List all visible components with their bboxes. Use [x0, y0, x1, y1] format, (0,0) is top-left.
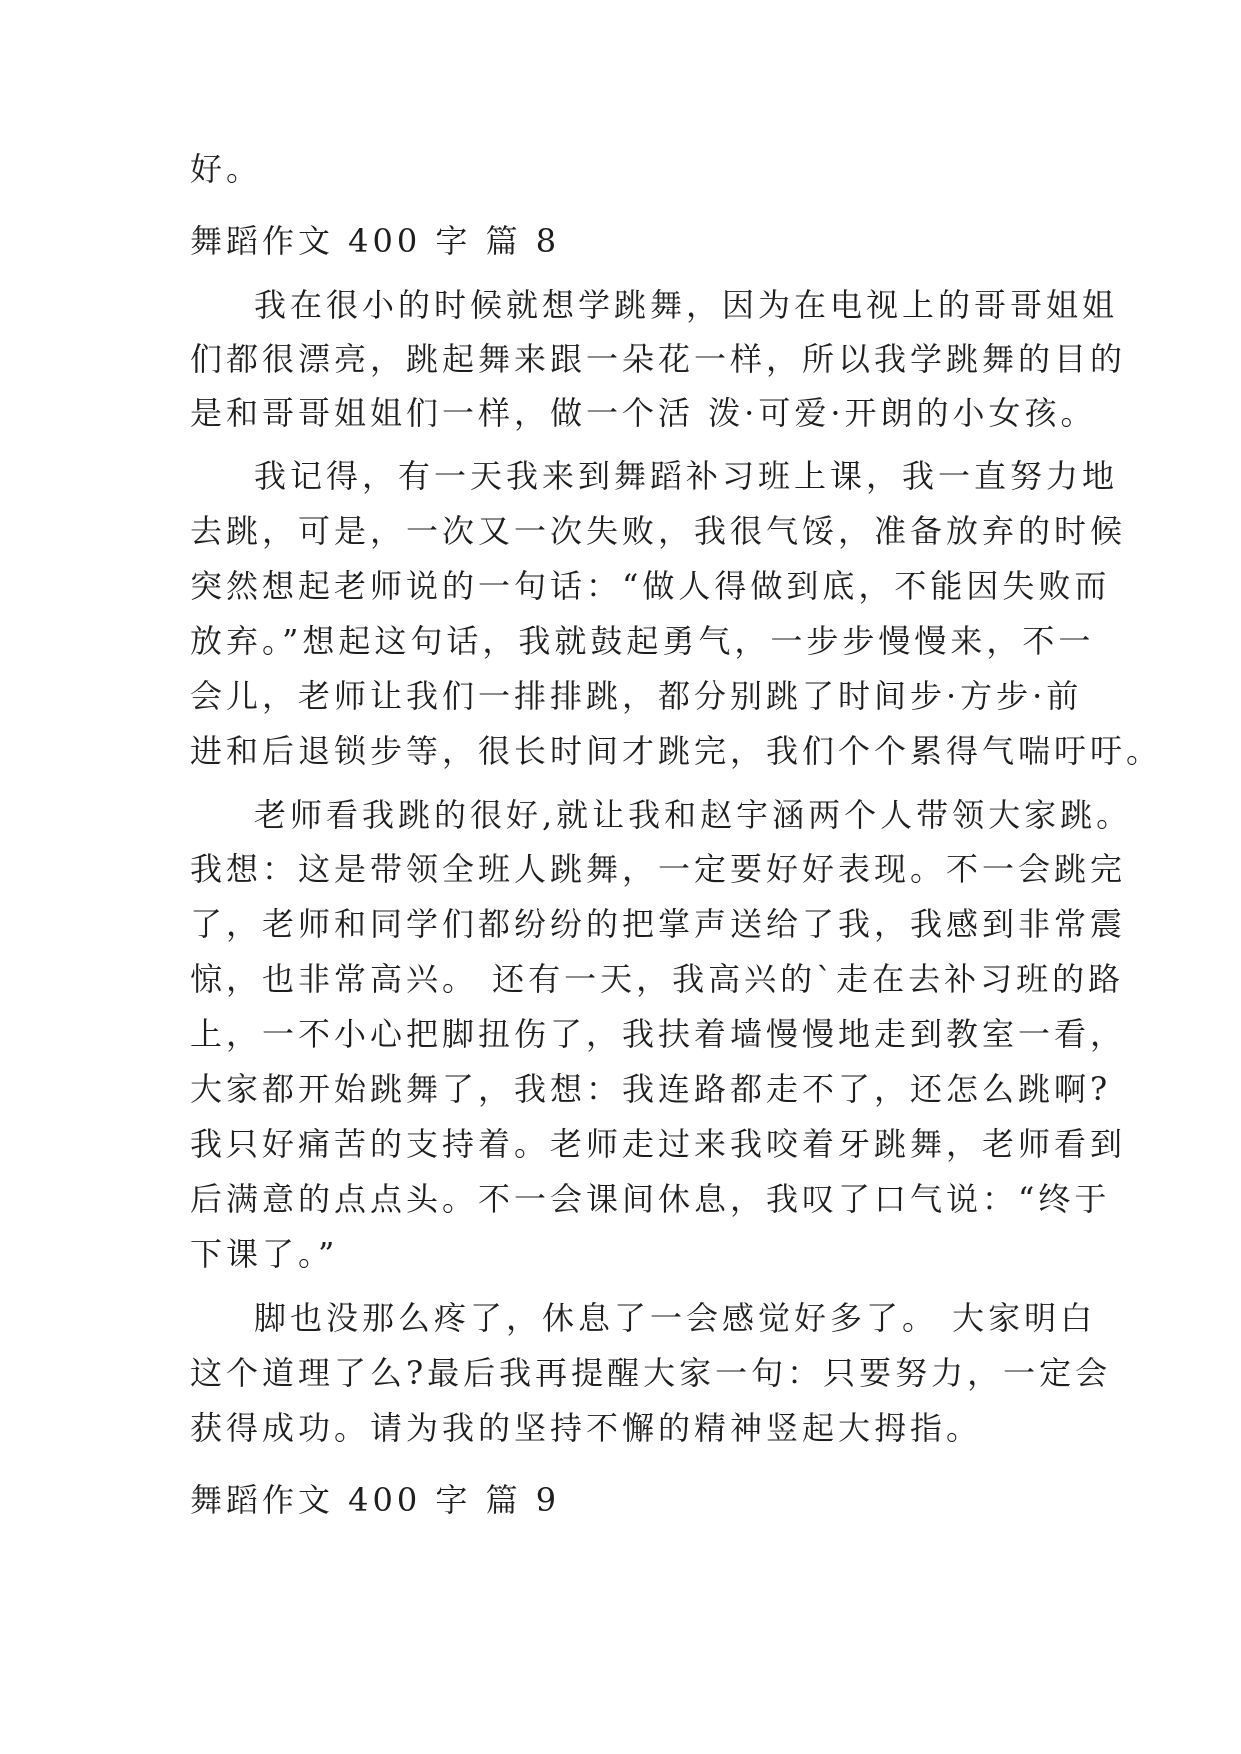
paragraph-line: 我只好痛苦的支持着。老师走过来我咬着牙跳舞，老师看到 — [190, 1125, 1127, 1163]
paragraph-line: 放弃。”想起这句话，我就鼓起勇气，一步步慢慢来，不一 — [190, 622, 1095, 660]
paragraph-line: 老师看我跳的很好,就让我和赵宇涵两个人带领大家跳。 — [254, 796, 1133, 834]
section-heading: 舞蹈作文 400 字 篇 9 — [190, 1481, 561, 1519]
section-heading: 舞蹈作文 400 字 篇 8 — [190, 222, 561, 260]
paragraph-line: 们都很漂亮，跳起舞来跟一朵花一样，所以我学跳舞的目的 — [190, 340, 1127, 378]
paragraph-line: 是和哥哥姐姐们一样，做一个活 泼·可爱·开朗的小女孩。 — [190, 394, 1097, 432]
paragraph-line: 会儿，老师让我们一排排跳，都分别跳了时间步·方步·前 — [190, 677, 1083, 715]
paragraph-line: 了，老师和同学们都纷纷的把掌声送给了我，我感到非常震 — [190, 905, 1127, 943]
paragraph-line: 获得成功。请为我的坚持不懈的精神竖起大拇指。 — [190, 1409, 983, 1447]
paragraph-line: 脚也没那么疼了，休息了一会感觉好多了。 大家明白 — [254, 1299, 1097, 1337]
paragraph-line: 上，一不小心把脚扭伤了，我扶着墙慢慢地走到教室一看， — [190, 1015, 1127, 1053]
paragraph-line: 进和后退锁步等，很长时间才跳完，我们个个累得气喘吁吁。 — [190, 732, 1163, 770]
paragraph-line: 后满意的点点头。不一会课间休息，我叹了口气说：“终于 — [190, 1180, 1111, 1218]
paragraph-line: 下课了。” — [190, 1235, 339, 1273]
paragraph-line: 突然想起老师说的一句话：“做人得做到底，不能因失败而 — [190, 567, 1111, 605]
text-line: 好。 — [190, 150, 263, 188]
paragraph-line: 大家都开始跳舞了，我想：我连路都走不了，还怎么跳啊? — [190, 1070, 1112, 1108]
paragraph-line: 我想：这是带领全班人跳舞，一定要好好表现。不一会跳完 — [190, 850, 1127, 888]
paragraph-line: 我记得，有一天我来到舞蹈补习班上课，我一直努力地 — [254, 457, 1119, 495]
paragraph-line: 我在很小的时候就想学跳舞，因为在电视上的哥哥姐姐 — [254, 286, 1119, 324]
paragraph-line: 惊，也非常高兴。 还有一天，我高兴的`走在去补习班的路 — [190, 960, 1125, 998]
paragraph-line: 去跳，可是，一次又一次失败，我很气馁，准备放弃的时候 — [190, 512, 1127, 550]
paragraph-line: 这个道理了么?最后我再提醒大家一句：只要努力，一定会 — [190, 1354, 1112, 1392]
